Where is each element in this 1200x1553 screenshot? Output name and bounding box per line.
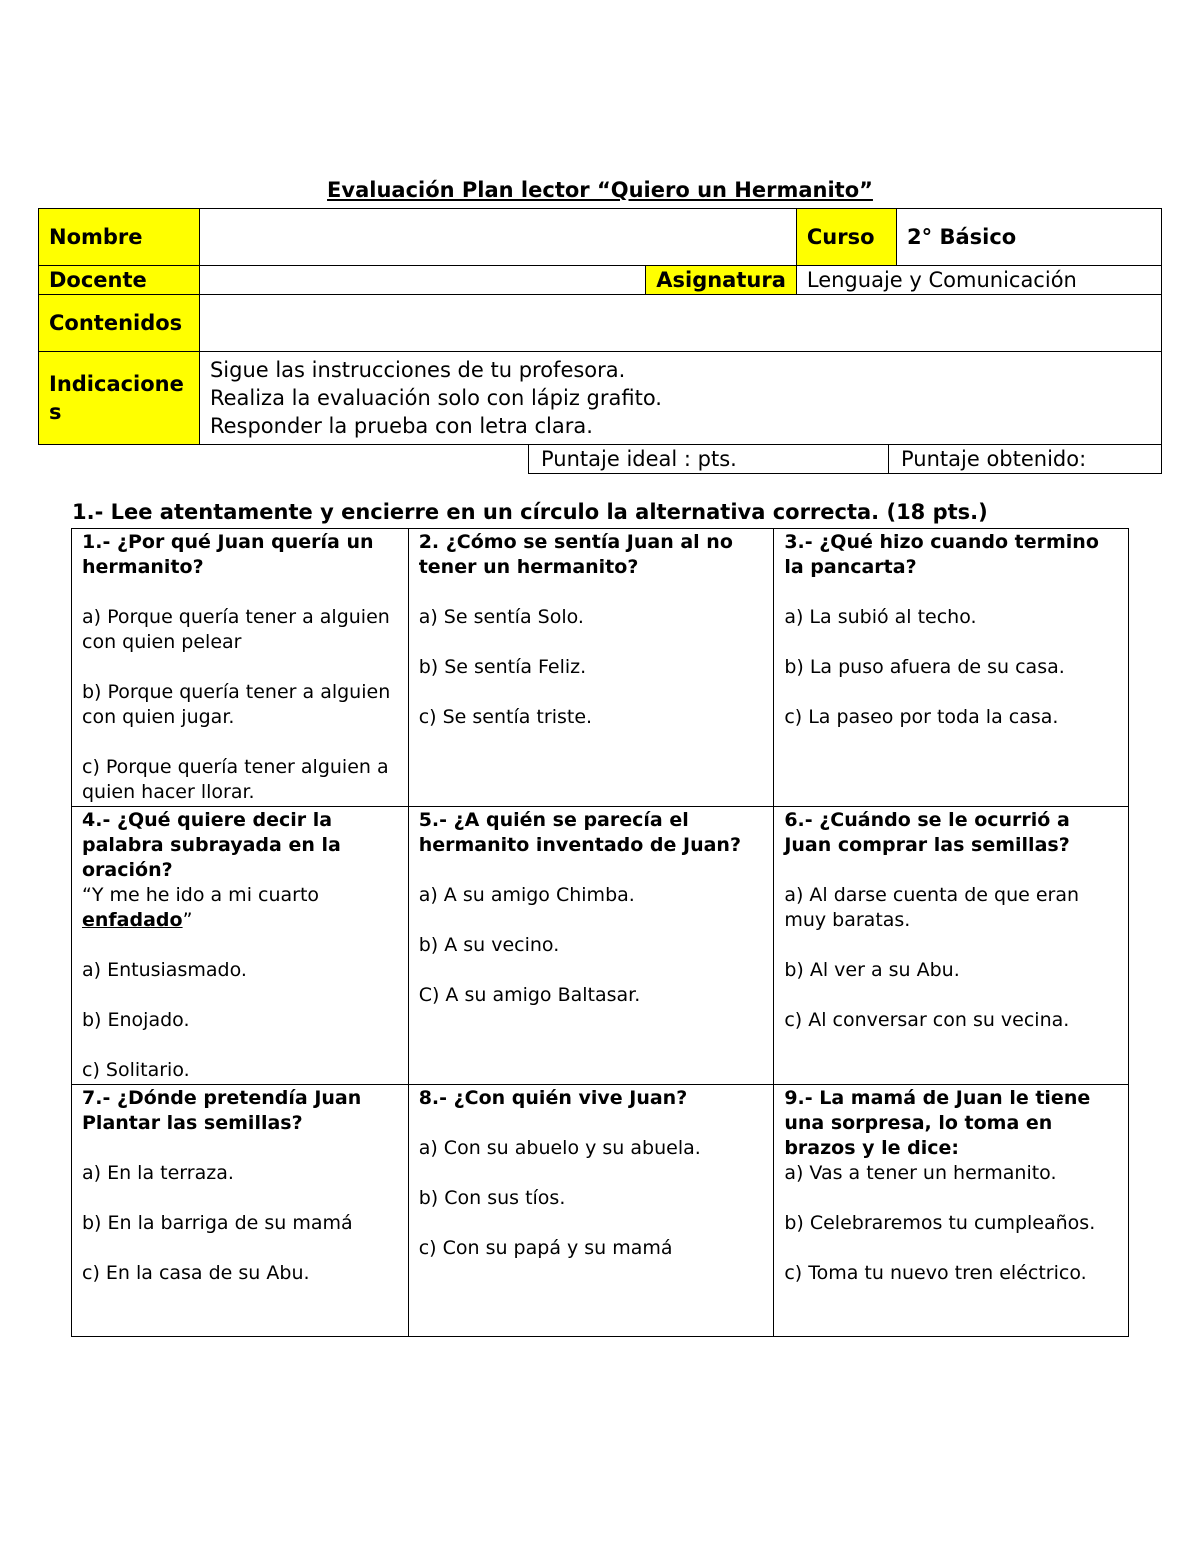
header-table <box>38 208 1162 445</box>
asignatura-label: Asignatura <box>646 266 797 295</box>
answer-option[interactable]: a) Entusiasmado. <box>82 959 247 981</box>
answer-option[interactable]: a) En la terraza. <box>82 1162 234 1184</box>
question-cell <box>72 529 409 807</box>
answer-option[interactable]: a) Con su abuelo y su abuela. <box>418 1137 701 1159</box>
question-text: 4.- ¿Qué quiere decir la palabra subrayada en la oración? <box>82 809 341 881</box>
answer-option[interactable]: b) Celebraremos tu cumpleaños. <box>784 1212 1096 1234</box>
answer-option[interactable]: b) La puso afuera de su casa. <box>784 656 1065 678</box>
contenidos-label: Contenidos <box>39 295 200 352</box>
answer-option[interactable]: b) En la barriga de su mamá <box>82 1212 353 1234</box>
answer-option[interactable]: a) A su amigo Chimba. <box>418 884 635 906</box>
docente-label: Docente <box>39 266 200 295</box>
question-cell <box>774 807 1129 1085</box>
answer-option[interactable]: a) Vas a tener un hermanito. <box>784 1162 1057 1184</box>
answer-option[interactable]: c) Porque quería tener alguien a quien hacer llorar. <box>82 756 389 803</box>
question-cell <box>774 1085 1129 1337</box>
nombre-label: Nombre <box>39 209 200 266</box>
answer-option[interactable]: b) Porque quería tener a alguien con quien jugar. <box>82 681 391 728</box>
nombre-field[interactable] <box>199 209 796 266</box>
example-text: “Y me he ido a mi cuarto <box>82 884 320 906</box>
answer-option[interactable]: a) La subió al techo. <box>784 606 977 628</box>
answer-option[interactable]: c) Con su papá y su mamá <box>418 1237 673 1259</box>
questions-table <box>71 528 1129 1337</box>
indicacion-3: Responder la prueba con letra clara. <box>209 414 593 438</box>
question-text: 6.- ¿Cuándo se le ocurrió a Juan comprar las semillas? <box>784 809 1070 856</box>
contenidos-field[interactable] <box>199 295 1161 352</box>
answer-option[interactable]: c) Se sentía triste. <box>418 706 593 728</box>
question-text: 7.- ¿Dónde pretendía Juan Plantar las semillas? <box>82 1087 362 1134</box>
asignatura-value: Lenguaje y Comunicación <box>796 266 1161 295</box>
question-cell <box>408 529 774 807</box>
answer-option[interactable]: c) Al conversar con su vecina. <box>784 1009 1070 1031</box>
question-cell <box>774 529 1129 807</box>
curso-label: Curso <box>796 209 896 266</box>
answer-option[interactable]: b) Enojado. <box>82 1009 190 1031</box>
underlined-word: enfadado <box>82 909 183 931</box>
score-table <box>528 444 1162 474</box>
question-text: 5.- ¿A quién se parecía el hermanito inventado de Juan? <box>418 809 741 856</box>
puntaje-obtenido: Puntaje obtenido: <box>889 445 1162 474</box>
answer-option[interactable]: c) La paseo por toda la casa. <box>784 706 1059 728</box>
answer-option[interactable]: b) A su vecino. <box>418 934 560 956</box>
question-text: 9.- La mamá de Juan le tiene una sorpresa, lo toma en brazos y le dice: <box>784 1087 1091 1159</box>
example-close: ” <box>182 909 193 931</box>
question-text: 8.- ¿Con quién vive Juan? <box>418 1087 688 1109</box>
curso-value: 2° Básico <box>897 209 1162 266</box>
answer-option[interactable]: C) A su amigo Baltasar. <box>418 984 641 1006</box>
section-title: 1.- Lee atentamente y encierre en un círculo la alternativa correcta. (18 pts.) <box>72 500 988 524</box>
question-cell <box>72 807 409 1085</box>
puntaje-ideal: Puntaje ideal : pts. <box>529 445 889 474</box>
indicacion-2: Realiza la evaluación solo con lápiz grafito. <box>209 386 662 410</box>
answer-option[interactable]: b) Con sus tíos. <box>418 1187 566 1209</box>
answer-option[interactable]: b) Se sentía Feliz. <box>418 656 587 678</box>
answer-option[interactable]: c) Toma tu nuevo tren eléctrico. <box>784 1262 1087 1284</box>
question-text: 2. ¿Cómo se sentía Juan al no tener un hermanito? <box>418 531 733 578</box>
answer-option[interactable]: a) Se sentía Solo. <box>418 606 584 628</box>
answer-option[interactable]: c) Solitario. <box>82 1059 190 1081</box>
question-cell <box>408 1085 774 1337</box>
answer-option[interactable]: a) Al darse cuenta de que eran muy baratas. <box>784 884 1080 931</box>
answer-option[interactable]: c) En la casa de su Abu. <box>82 1262 310 1284</box>
question-text: 1.- ¿Por qué Juan quería un hermanito? <box>82 531 374 578</box>
example-sentence <box>82 883 398 933</box>
question-cell <box>72 1085 409 1337</box>
question-text: 3.- ¿Qué hizo cuando termino la pancarta? <box>784 531 1099 578</box>
indicaciones-text <box>199 352 1161 445</box>
answer-option[interactable]: b) Al ver a su Abu. <box>784 959 960 981</box>
answer-option[interactable]: a) Porque quería tener a alguien con quien pelear <box>82 606 390 653</box>
question-cell <box>408 807 774 1085</box>
indicaciones-label: Indicaciones <box>39 352 200 445</box>
page-title: Evaluación Plan lector “Quiero un Hermanito” <box>327 178 873 202</box>
indicacion-1: Sigue las instrucciones de tu profesora. <box>209 358 626 382</box>
docente-field[interactable] <box>199 266 645 295</box>
